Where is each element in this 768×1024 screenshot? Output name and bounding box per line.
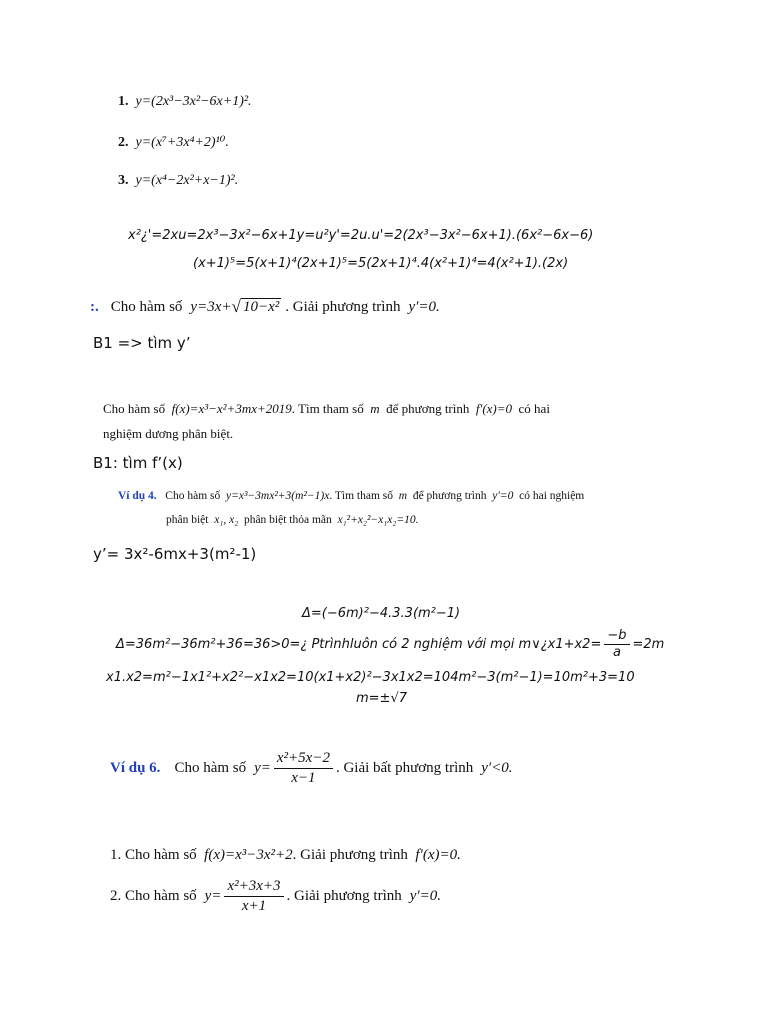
exercise-b-1 xyxy=(110,847,461,864)
note-step1: B1 => tìm y’ xyxy=(93,334,191,352)
problem-expression: y=3x+ xyxy=(190,298,232,315)
exercise-lead: 2. Cho hàm số xyxy=(110,887,197,904)
problem-mid: . Tìm tham số xyxy=(291,401,364,416)
exercise-expression: f(x)=x³−3x²+2 xyxy=(204,847,293,863)
problem-lead: Cho hàm số xyxy=(110,298,183,315)
exercise-number: 1. xyxy=(118,94,129,109)
problem-cubic-line2: nghiệm dương phân biệt. xyxy=(103,426,234,441)
fraction-denominator: x+1 xyxy=(241,897,267,914)
example-label: Ví dụ 4. xyxy=(118,490,157,502)
problem-sqrt xyxy=(90,298,440,316)
example-condition: y′=0 xyxy=(492,490,514,502)
example-vars: x₁, x₂ xyxy=(214,514,239,526)
example-line2-b: phân biệt thỏa mãn xyxy=(243,514,332,526)
exercise-condition: y′=0. xyxy=(409,887,442,904)
work-line-a: Δ=36m²−36m²+36=36>0=¿ Ptrìnhluôn có 2 nghiệm với mọi m∨¿x1+x2= xyxy=(116,637,602,653)
problem-lead: Cho hàm số xyxy=(103,401,166,416)
example4-line2 xyxy=(166,514,419,526)
example-y: y= xyxy=(254,759,271,776)
work-line: Δ=(−6m)²−4.3.3(m²−1) xyxy=(302,606,461,621)
work-line: (x+1)⁵=5(x+1)⁴(2x+1)⁵=5(2x+1)⁴.4(x²+1)⁴=4(x²+1).(2x) xyxy=(193,256,569,271)
exercise-condition: f′(x)=0. xyxy=(415,847,461,863)
example-lead: Cho hàm số xyxy=(165,490,221,502)
exercise-b-2 xyxy=(110,878,441,914)
example-expression: y=x³−3mx²+3(m²−1)x xyxy=(226,490,330,502)
fraction-numerator: x²+3x+3 xyxy=(224,878,283,897)
work-line: m=±√7 xyxy=(356,691,408,706)
radicand: 10−x² xyxy=(242,299,280,315)
derivative-result: y’= 3x²-6mx+3(m²-1) xyxy=(93,545,257,563)
radical-sign: √ xyxy=(231,297,241,316)
fraction-numerator: x²+5x−2 xyxy=(274,750,333,769)
example-param: m xyxy=(398,490,408,502)
example-tail: . Giải bất phương trình xyxy=(335,759,474,776)
example4-line1 xyxy=(118,490,584,502)
fraction xyxy=(274,750,333,786)
example-label: Ví dụ 6. xyxy=(110,759,161,776)
sqrt-expression xyxy=(231,298,281,316)
fraction xyxy=(224,878,283,914)
problem-condition: f′(x)=0 xyxy=(475,401,513,416)
problem-marker: :. xyxy=(90,298,99,315)
exercise-tail: . Giải phương trình xyxy=(286,887,402,904)
exercise-number: 3. xyxy=(118,173,129,188)
work-line: x²¿'=2xu=2x³−3x²−6x+1y=u²y'=2u.u'=2(2x³−3x²−6x+1).(6x²−6x−6) xyxy=(128,228,594,243)
work-line-b: =2m xyxy=(632,637,665,653)
exercise-1 xyxy=(118,94,252,110)
exercise-expression: y=(x⁴−2x²+x−1)². xyxy=(135,173,239,188)
note-step1-f: B1: tìm f’(x) xyxy=(93,454,183,472)
example6 xyxy=(110,750,513,786)
work-line-fraction xyxy=(116,629,664,661)
exercise-3 xyxy=(118,173,238,189)
exercise-2 xyxy=(118,134,229,151)
problem-param: m xyxy=(370,401,380,416)
example-mid: . Tìm tham số xyxy=(329,490,394,502)
example-tail: có hai nghiệm xyxy=(519,490,585,502)
exercise-number: 2. xyxy=(118,135,129,150)
problem-mid2: để phương trình xyxy=(386,401,470,416)
fraction-denominator: a xyxy=(612,645,621,661)
example-lead: Cho hàm số xyxy=(174,759,247,776)
problem-tail: . Giải phương trình xyxy=(285,298,401,315)
exercise-expression: y=(x⁷+3x⁴+2)¹⁰. xyxy=(135,135,229,150)
problem-cubic-line1 xyxy=(103,401,550,417)
fraction-numerator: −b xyxy=(604,629,629,645)
exercise-lead: 1. Cho hàm số xyxy=(110,847,197,863)
example-line2-a: phân biệt xyxy=(166,514,209,526)
example-mid2: để phương trình xyxy=(412,490,487,502)
problem-tail: có hai xyxy=(518,401,550,416)
example-condition: y′<0. xyxy=(481,759,513,776)
problem-expression: f(x)=x³−x²+3mx+2019 xyxy=(171,401,292,416)
problem-condition: y′=0. xyxy=(408,298,440,315)
exercise-expression: y=(2x³−3x²−6x+1)². xyxy=(135,94,252,109)
example-line2-cond: x₁²+x₂²−x₁x₂=10. xyxy=(337,514,419,526)
exercise-y: y= xyxy=(204,887,222,904)
fraction-denominator: x−1 xyxy=(291,769,316,786)
work-line: x1.x2=m²−1x1²+x2²−x1x2=10(x1+x2)²−3x1x2=104m²−3(m²−1)=10m²+3=10 xyxy=(106,670,635,685)
exercise-tail: . Giải phương trình xyxy=(292,847,408,863)
fraction xyxy=(604,629,629,661)
